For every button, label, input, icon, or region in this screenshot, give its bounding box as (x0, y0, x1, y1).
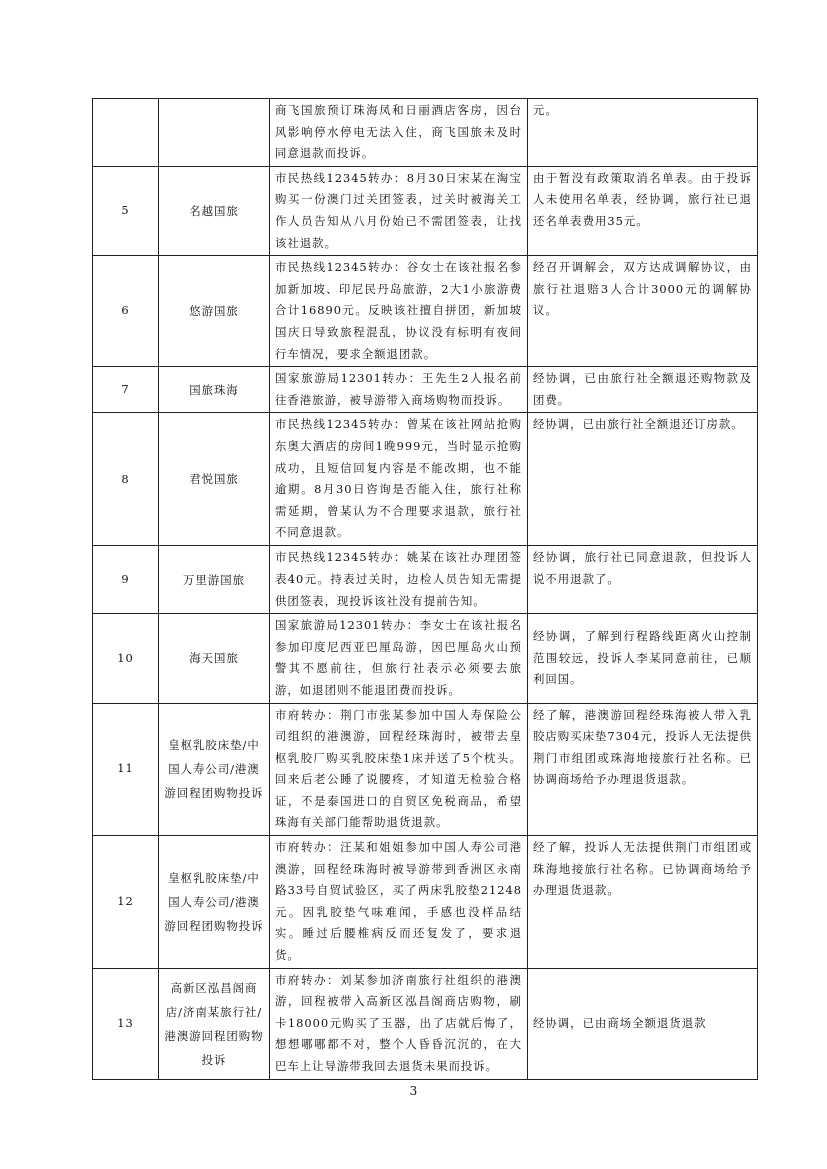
row-number: 13 (93, 968, 159, 1079)
row-description: 国家旅游局12301转办：王先生2人报名前往香港旅游，被导游带入商场购物而投诉。 (270, 367, 528, 413)
row-result: 经协调，旅行社已同意退款，但投诉人说不用退款了。 (528, 546, 758, 614)
complaint-table (92, 98, 758, 1080)
table-row (93, 99, 758, 167)
row-organization: 君悦国旅 (159, 413, 270, 546)
table-row (93, 367, 758, 413)
table-row (93, 703, 758, 836)
row-number: 12 (93, 836, 159, 969)
row-result: 经协调，了解到行程路线距离火山控制范围较远，投诉人李某同意前往，已顺利回国。 (528, 614, 758, 703)
row-organization: 国旅珠海 (159, 367, 270, 413)
row-number: 10 (93, 614, 159, 703)
row-description: 市府转办：荆门市张某参加中国人寿保险公司组织的港澳游，回程经珠海时，被带去皇枢乳胶厂购买乳胶床垫1床并送了5个枕头。回来后老公睡了说腰疼，才知道无检验合格证，不是泰国进口的自贸区免税商品，希望珠海有关部门能帮助退货退款。 (270, 703, 528, 836)
row-organization (159, 99, 270, 167)
table-row (93, 256, 758, 367)
table-row (93, 614, 758, 703)
table-row (93, 836, 758, 969)
row-number (93, 99, 159, 167)
row-description: 市民热线12345转办：8月30日宋某在淘宝购买一份澳门过关团签表，过关时被海关工作人员告知从八月份始已不需团签表，让找该社退款。 (270, 166, 528, 255)
row-description: 市府转办：刘某参加济南旅行社组织的港澳游，回程被带入高新区泓昌阁商店购物，刷卡18000元购买了玉器，出了店就后悔了，想想哪哪都不对，整个人昏昏沉沉的，在大巴车上让导游带我回去退货未果而投诉。 (270, 968, 528, 1079)
row-organization: 高新区泓昌阁商店/济南某旅行社/港澳游回程团购物投诉 (159, 968, 270, 1079)
row-result: 经了解，港澳游回程经珠海被人带入乳胶店购买床垫7304元，投诉人无法提供荆门市组团或珠海地接旅行社名称。已协调商场给予办理退货退款。 (528, 703, 758, 836)
row-organization: 海天国旅 (159, 614, 270, 703)
table-row (93, 546, 758, 614)
row-result: 经了解，投诉人无法提供荆门市组团或珠海地接旅行社名称。已协调商场给予办理退货退款。 (528, 836, 758, 969)
table-row (93, 166, 758, 255)
page-number: 3 (409, 1084, 418, 1098)
row-description: 国家旅游局12301转办：李女士在该社报名参加印度尼西亚巴厘岛游，因巴厘岛火山预警其不愿前往，但旅行社表示必须要去旅游，如退团则不能退团费而投诉。 (270, 614, 528, 703)
row-number: 9 (93, 546, 159, 614)
row-result: 经协调，已由旅行社全额退还购物款及团费。 (528, 367, 758, 413)
row-organization: 万里游国旅 (159, 546, 270, 614)
row-number: 8 (93, 413, 159, 546)
row-result: 经协调，已由商场全额退货退款 (528, 968, 758, 1079)
row-description: 市府转办：汪某和姐姐参加中国人寿公司港澳游，回程经珠海时被导游带到香洲区永南路33号自贸试验区，买了两床乳胶垫21248元。因乳胶垫气味难闻，手感也没样品结实。睡过后腰椎病反而还复发了，要求退货。 (270, 836, 528, 969)
row-organization: 名越国旅 (159, 166, 270, 255)
table-row (93, 413, 758, 546)
row-result: 元。 (528, 99, 758, 167)
row-result: 经召开调解会，双方达成调解协议，由旅行社退赔3人合计3000元的调解协议。 (528, 256, 758, 367)
row-number: 6 (93, 256, 159, 367)
row-description: 市民热线12345转办：姚某在该社办理团签表40元。持表过关时，边检人员告知无需提供团签表，现投诉该社没有提前告知。 (270, 546, 528, 614)
row-organization: 皇枢乳胶床垫/中国人寿公司/港澳游回程团购物投诉 (159, 703, 270, 836)
row-result: 由于暂没有政策取消名单表。由于投诉人未使用名单表，经协调，旅行社已退还名单表费用35元。 (528, 166, 758, 255)
row-description: 市民热线12345转办：谷女士在该社报名参加新加坡、印尼民丹岛旅游，2大1小旅游费合计16890元。反映该社擅自拼团，新加坡国庆日导致旅程混乱，协议没有标明有夜间行车情况，要求全额退团款。 (270, 256, 528, 367)
row-result: 经协调，已由旅行社全额退还订房款。 (528, 413, 758, 546)
row-description: 市民热线12345转办：曾某在该社网站抢购东奥大酒店的房间1晚999元，当时显示抢购成功，且短信回复内容是不能改期，也不能逾期。8月30日咨询是否能入住，旅行社称需延期，曾某认为不合理要求退款，旅行社不同意退款。 (270, 413, 528, 546)
row-number: 11 (93, 703, 159, 836)
row-description: 商飞国旅预订珠海凤和日丽酒店客房，因台风影响停水停电无法入住，商飞国旅未及时同意退款而投诉。 (270, 99, 528, 167)
row-organization: 悠游国旅 (159, 256, 270, 367)
row-number: 7 (93, 367, 159, 413)
table-row (93, 968, 758, 1079)
row-organization: 皇枢乳胶床垫/中国人寿公司/港澳游回程团购物投诉 (159, 836, 270, 969)
row-number: 5 (93, 166, 159, 255)
